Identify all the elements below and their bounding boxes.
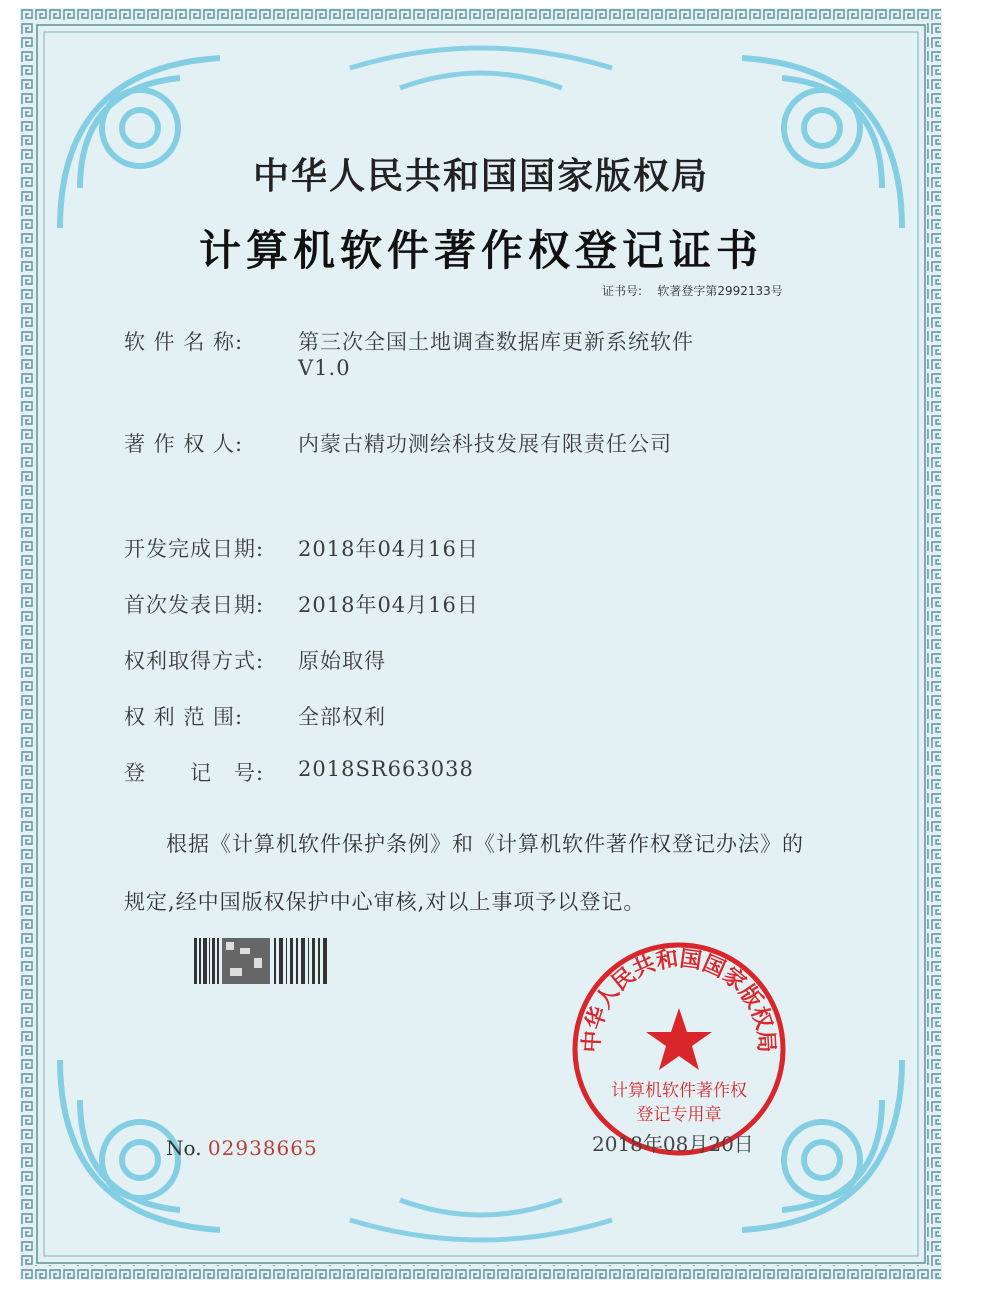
statement-line-1: 根据《计算机软件保护条例》和《计算机软件著作权登记办法》的 [166, 832, 804, 856]
certificate-title: 计算机软件著作权登记证书 [198, 226, 763, 275]
statement-line-2: 规定,经中国版权保护中心审核,对以上事项予以登记。 [124, 890, 646, 914]
serial-number: No. 02938665 [166, 1136, 318, 1160]
official-seal-icon [568, 938, 790, 1160]
barcode-icon [194, 938, 328, 984]
certificate-number: 证书号: 软著登字第2992133号 [602, 284, 783, 298]
agency-title: 中华人民共和国国家版权局 [252, 156, 709, 197]
svg-text:登记专用章: 登记专用章 [636, 1105, 722, 1125]
certificate: 中华人民共和国国家版权局 计算机软件著作权登记证书 证书号: 软著登字第2992133号 软 件 名 称: 第三次全国土地调查数据库更新系统软件 V1.0 著 作 权 人: 内蒙古精功测绘科技发展有限责任公司 开发完成日期: 2018年04月16日 首次发表日期: 2018年04月16日 权利取得方式: 原始取得 权 利 范 围: 全部权利 登 记 号: 2018SR663038 根据《计算机软件保护条例》和《计算机软件著作权登记办法》的 规定,经中国版权保护中心审核,对以上事项予以登记。 中华人民共和国国家版权局 计算机软件著作权 登记专用章 2018年08月20日 No. 02938665 [20, 8, 942, 1280]
seal-date: 2018年08月20日 [592, 1132, 754, 1156]
svg-text:中华人民共和国国家版权局: 中华人民共和国国家版权局 [579, 946, 779, 1054]
svg-text:计算机软件著作权: 计算机软件著作权 [611, 1081, 747, 1101]
